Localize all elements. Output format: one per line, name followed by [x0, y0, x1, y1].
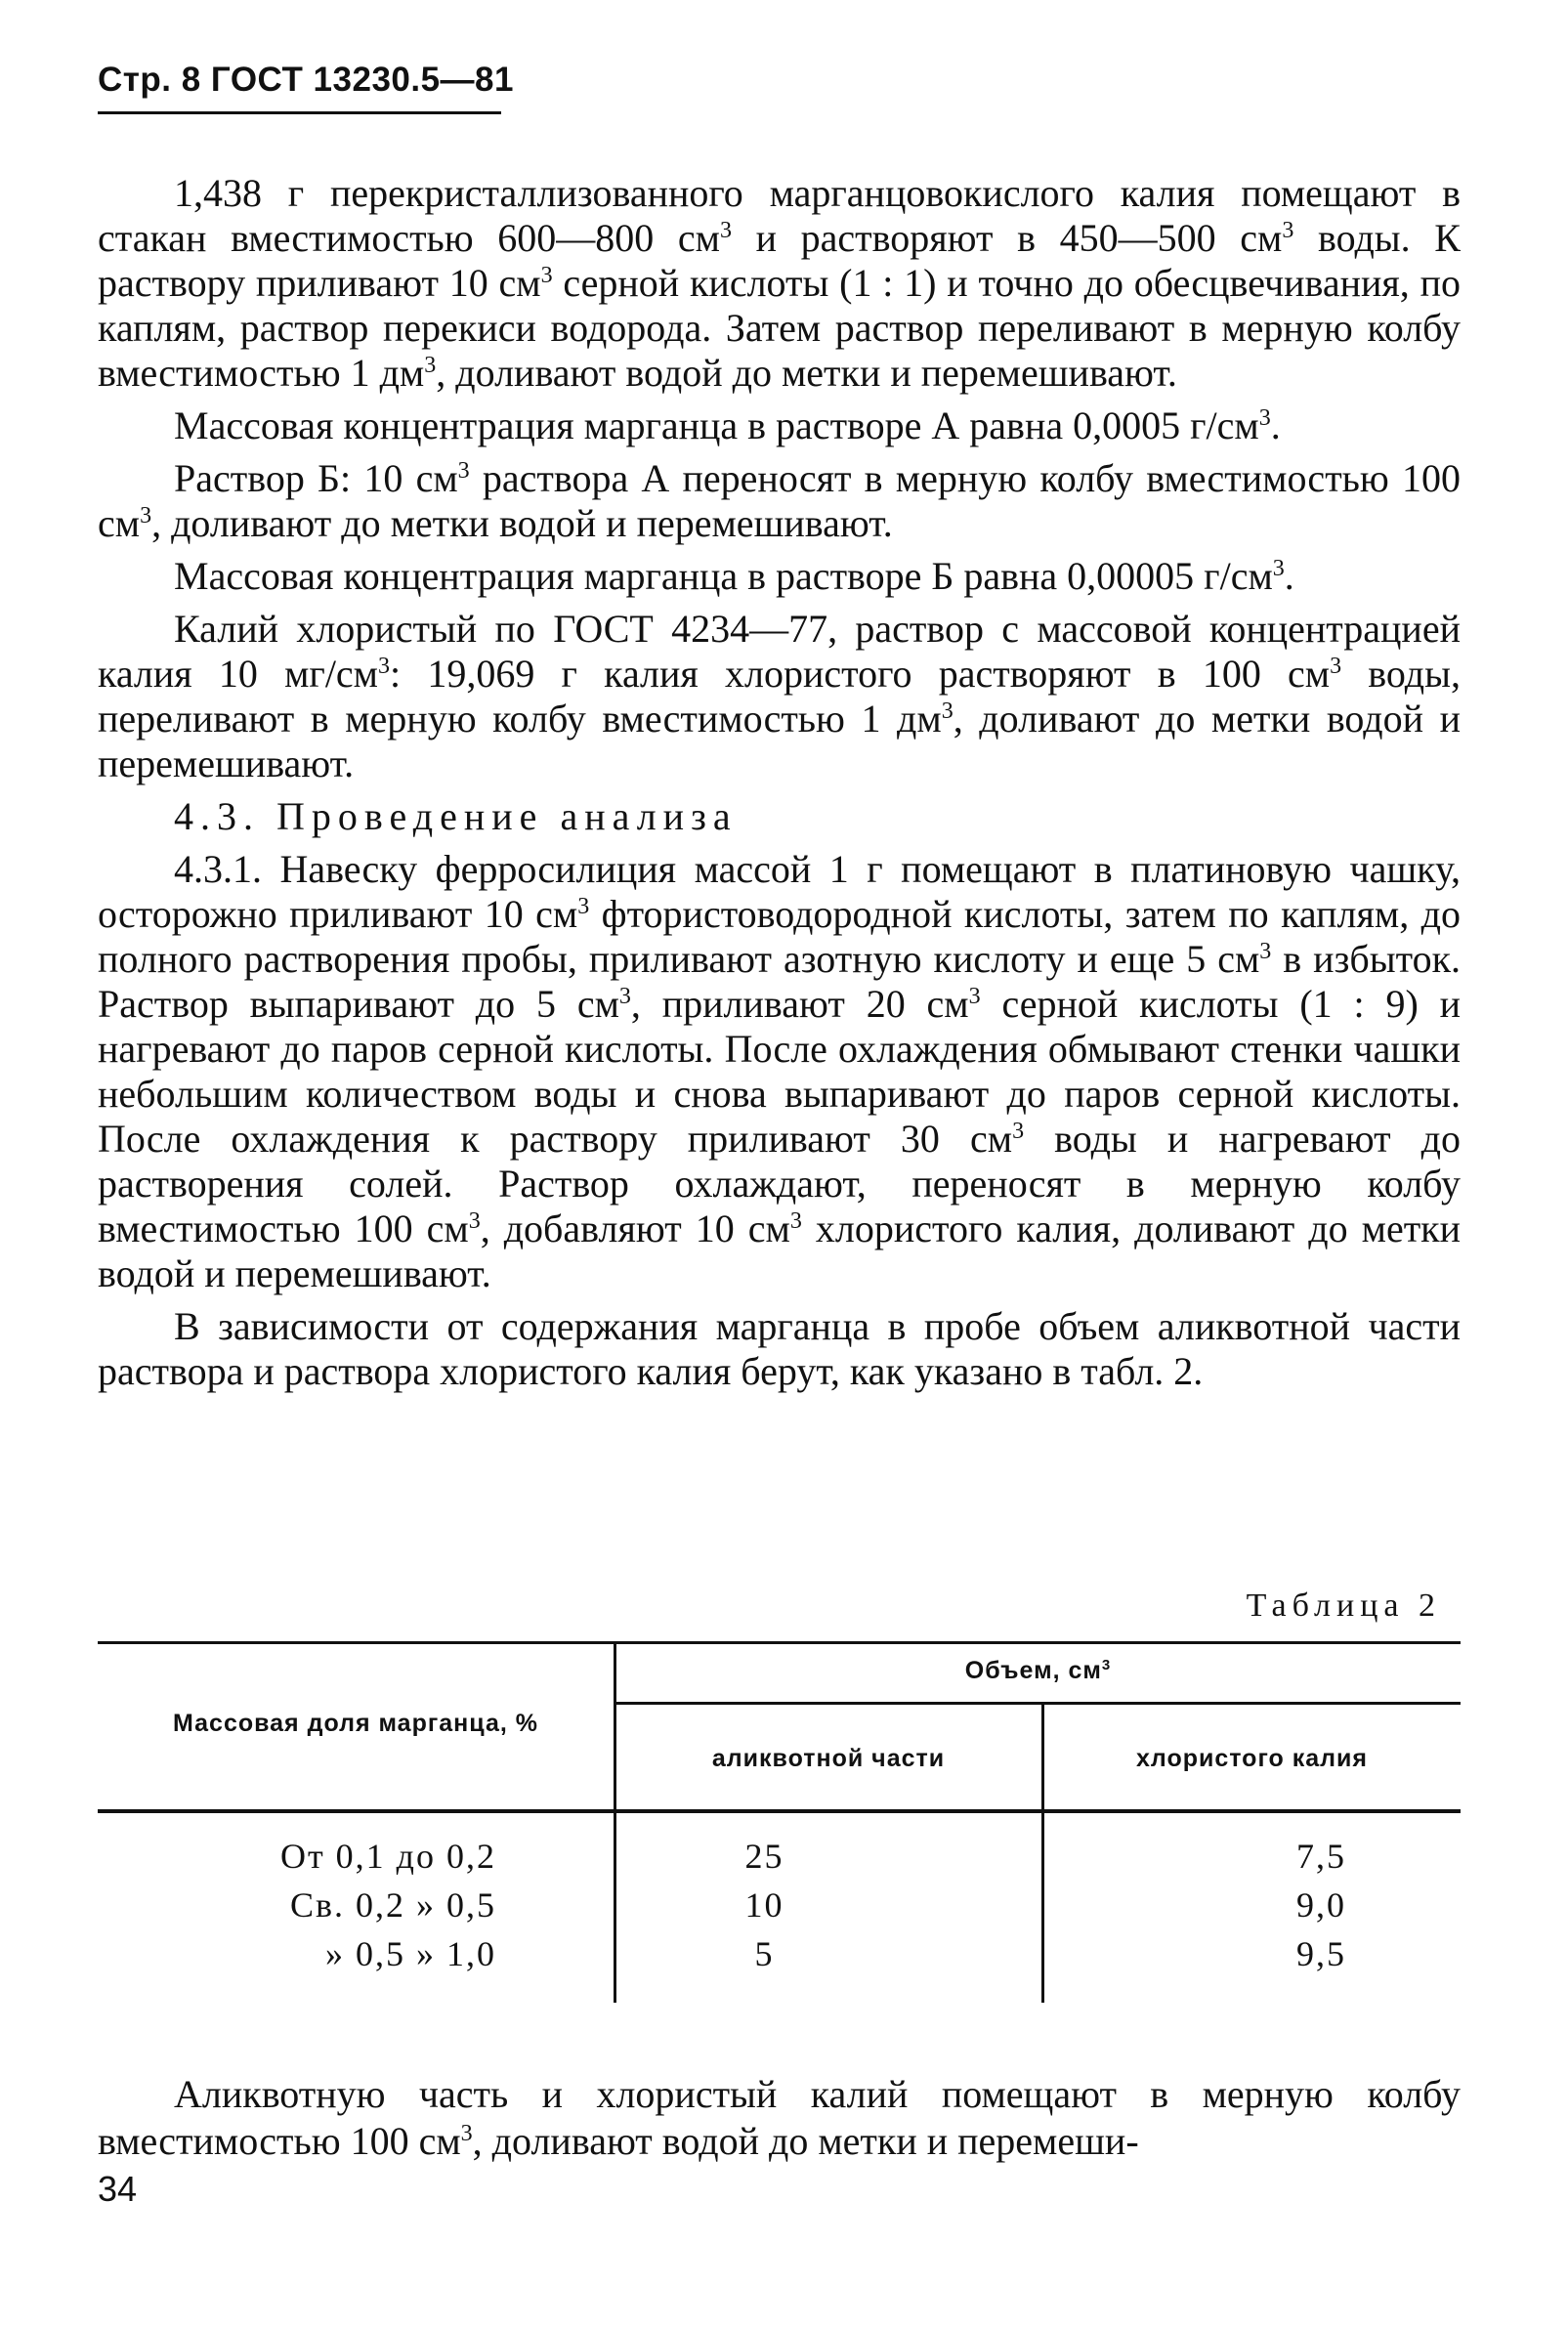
superscript: 3 — [618, 984, 631, 1009]
superscript: 3 — [1259, 939, 1272, 964]
tail-text — [98, 2071, 1461, 2165]
superscript: 3 — [468, 1208, 481, 1234]
table-top-rule — [98, 1641, 1461, 1644]
page-header: Стр. 8 ГОСТ 13230.5—81 — [98, 61, 514, 99]
superscript: 3 — [941, 698, 954, 724]
table-vline — [614, 1641, 616, 2003]
superscript: 3 — [540, 263, 553, 288]
section-heading: 4.3. Проведение анализа — [174, 794, 738, 838]
paragraph: В зависимости от содержания марганца в пробе объем аликвотной части раствора и раствора хлористого калия берут, как указано в табл. 2. — [98, 1304, 1461, 1393]
paragraph: Раствор Б: 10 $см^3$ раствора А переносят в мерную колбу вместимостью 100 $см^3$, доливают до метки водой и перемешивают. — [98, 456, 1462, 545]
paragraph: 1,438 г перекристаллизованного марганцовокислого калия помещают в стакан вместимостью 600—800 $см^3$ и растворяют в 450—500 $см^3$ воды. К раствору приливают 10 $см^3$ серной кислоты (1 : 1) и точно до обесцвечивания, по каплям, раствор перекиси водорода. Затем раствор переливают в мерную колбу вместимостью 1 $дм^3$, доливают водой до метки и перемешивают. — [98, 171, 1461, 395]
table-caption: Таблица 2 — [1246, 1587, 1441, 1624]
superscript: 3 — [457, 458, 470, 484]
cell-range: От 0,1 до 0,2 — [279, 1837, 496, 1876]
cell-range: Св. 0,2 » 0,5 — [289, 1885, 496, 1925]
superscript: 3 — [1282, 218, 1294, 243]
page-number: 34 — [98, 2169, 138, 2209]
superscript: 3 — [968, 984, 981, 1009]
superscript: 3 — [1012, 1119, 1025, 1144]
volume-sup: 3 — [1101, 1657, 1112, 1673]
paragraph: Аликвотную часть и хлористый калий помещают в мерную колбу вместимостью 100 $см^3$, доливают водой до метки и перемеши- — [98, 2072, 1461, 2163]
paragraph: Калий хлористый по ГОСТ 4234—77, раствор с массовой концентрацией калия 10 $мг/см^3$: 19,069 г калия хлористого растворяют в 100 $см^3$ воды, переливают в мерную колбу вместимостью 1 $дм^3$, доливают до метки водой и перемешивают. — [98, 607, 1461, 785]
paragraph: Массовая концентрация марганца в растворе А равна 0,0005 $г/см^3$. — [174, 403, 1281, 447]
header-rule — [98, 111, 501, 114]
table-group-rule — [615, 1702, 1461, 1705]
superscript: 3 — [1330, 654, 1342, 679]
superscript: 3 — [424, 353, 437, 378]
cell-kcl: 9,5 — [1296, 1934, 1346, 1973]
superscript: 3 — [140, 503, 152, 529]
cell-range: » 0,5 » 1,0 — [325, 1934, 496, 1973]
cell-kcl: 9,0 — [1296, 1885, 1346, 1925]
superscript: 3 — [1272, 556, 1285, 581]
col-header-volume — [615, 1657, 1461, 1685]
paragraph: Массовая концентрация марганца в растворе Б равна 0,00005 $г/см^3$. — [174, 554, 1294, 598]
volume-label: Объем, см — [964, 1657, 1102, 1684]
col-header-mass-fraction: Массовая доля марганца, % — [173, 1710, 538, 1737]
cell-aliquot: 5 — [754, 1934, 775, 1973]
cell-kcl: 7,5 — [1296, 1837, 1346, 1876]
superscript: 3 — [378, 654, 390, 679]
superscript: 3 — [577, 894, 590, 919]
superscript: 3 — [460, 2121, 473, 2146]
superscript: 3 — [789, 1208, 802, 1234]
table-header-rule — [98, 1809, 1461, 1813]
body-text — [98, 171, 1461, 1394]
cell-aliquot: 10 — [744, 1885, 784, 1925]
col-header-aliquot: аликвотной части — [711, 1745, 946, 1772]
col-header-kcl: хлористого калия — [1135, 1745, 1368, 1772]
superscript: 3 — [1258, 405, 1271, 431]
paragraph: 4.3.1. Навеску ферросилиция массой 1 г помещают в платиновую чашку, осторожно приливают 10 $см^3$ фтористоводородной кислоты, затем по каплям, до полного растворения пробы, приливают азотную кислоту и еще 5 $см^3$ в избыток. Раствор выпаривают до 5 $см^3$, приливают 20 $см^3$ серной кислоты (1 : 9) и нагревают до паров серной кислоты. После охлаждения обмывают стенки чашки небольшим количеством воды и снова выпаривают до паров серной кислоты. После охлаждения к раствору приливают 30 $см^3$ воды и нагревают до растворения солей. Раствор охлаждают, переносят в мерную колбу вместимостью 100 $см^3$, добавляют 10 $см^3$ хлористого калия, доливают до метки водой и перемешивают. — [98, 847, 1462, 1295]
superscript: 3 — [720, 218, 732, 243]
cell-aliquot: 25 — [744, 1837, 784, 1876]
